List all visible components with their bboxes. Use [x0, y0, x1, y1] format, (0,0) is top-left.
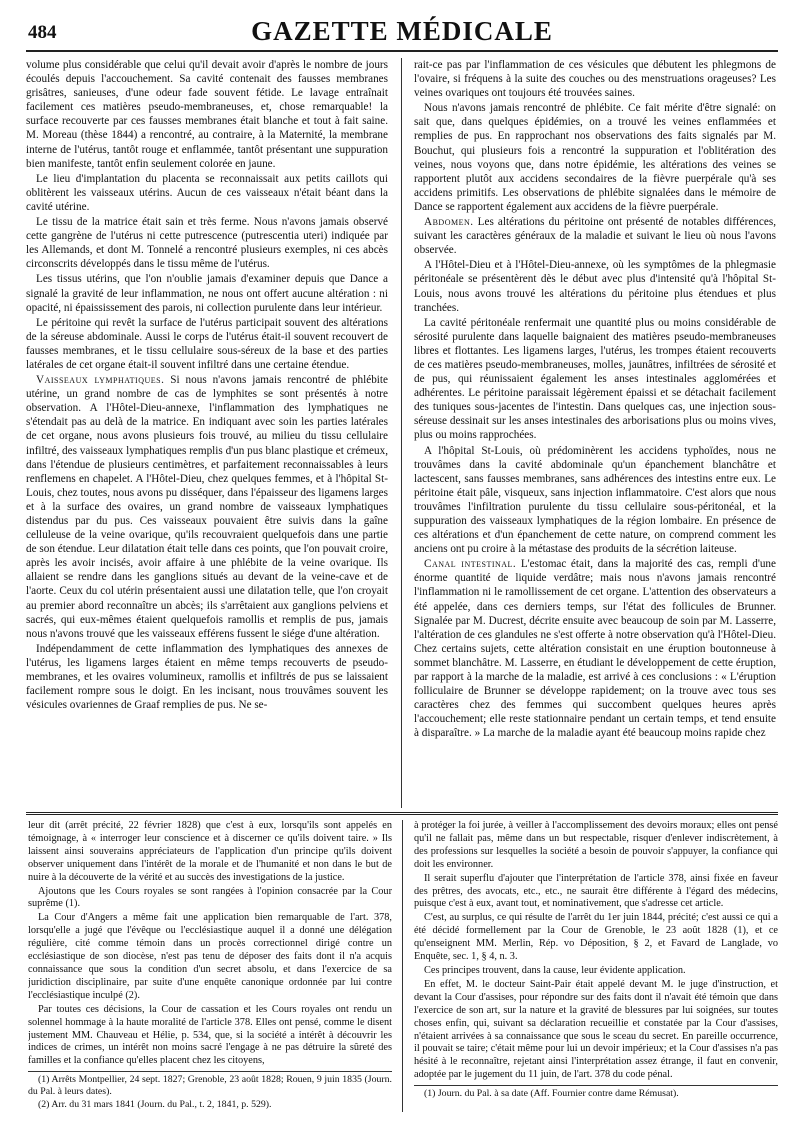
section-heading: Abdomen. [424, 216, 474, 229]
paragraph: Ajoutons que les Cours royales se sont rangées à l'opinion consacrée par la Cour suprême (1). [28, 885, 392, 910]
footnote: (2) Arr. du 31 mars 1841 (Journ. du Pal., t. 2, 1841, p. 529). [38, 1099, 272, 1111]
paragraph-text: Les altérations du péritoine ont présenté de notables différences, suivant les caractères généraux de la maladie et suivant le lieu où nous l'avons observée. [414, 216, 776, 257]
footnote: (1) Arrêts Montpellier, 24 sept. 1827; Grenoble, 23 août 1828; Rouen, 9 juin 1835 (Journ. du Pal. à leurs dates). [28, 1074, 392, 1098]
main-columns [26, 58, 778, 806]
right-column [414, 58, 776, 806]
paragraph: rait-ce pas par l'inflammation de ces vésicules que débutent les phlegmons de l'ovaire, si fréquens à la suite des couches ou des menstruations orageuses? Les veines ovariques ont toujours été trouvées saines. [414, 59, 776, 100]
section-heading: Vaisseaux lymphatiques. [36, 374, 165, 387]
paragraph: A l'Hôtel-Dieu et à l'Hôtel-Dieu-annexe, où les symptômes de la phlegmasie péritonéale se présentèrent dès le début avec plus d'intensité qu'à l'hôpital St-Louis, nous avons trouvé les altérations du péritoine plus étendues et plus tranchées. [414, 259, 776, 314]
paragraph: Par toutes ces décisions, la Cour de cassation et les Cours royales ont rendu un solennel hommage à la haute moralité de l'article 378. Elles ont pensé, comme le disent justement MM. Chauveau et Hélie, p. 534, que, si la société a intérêt à découvrir les indices de crimes, un intérêt non moins sacré l'engage à ne pas détruire la sûreté des familles et la confiance qu'elles placent chez les citoyens, [28, 1003, 392, 1067]
paragraph: La Cour d'Angers a même fait une application bien remarquable de l'art. 378, lorsqu'elle a jugé que l'évêque ou l'ecclésiastique auquel il a donné une délégation régulière, cité comme témoin dans un procès correctionnel dirigé contre un ecclésiastique de son diocèse, n'est pas tenu de déposer des faits dont il n'a acquis connaissance que sous la condition d'un secret absolu, et dans l'exercice de sa juridiction disciplinaire, par suite d'une enquête canonique ordonnée par lui contre l'ecclésiastique inculpé (2). [28, 912, 392, 1001]
column-divider [402, 820, 403, 1112]
page-title: GAZETTE MÉDICALE [251, 16, 553, 46]
paragraph: Le lieu d'implantation du placenta se reconnaissait aux petits caillots qui oblitèrent les vaisseaux utérins. Aucun de ces vaisseaux n'était béant dans la cavité utérine. [26, 172, 388, 213]
paragraph-text: Si nous n'avons jamais rencontré de phlébite utérine, un grand nombre de cas de lymphites se sont présentés à notre observation. A l'Hôtel-Dieu-annexe, l'inflammation des lymphatiques ne s'étendait pas au delà de la matrice. En indiquant avec soin les parties latérales de cet organe, nous avons plusieurs fois trouvé, au milieu du tissu cellulaire infiltré, des vaisseaux lymphatiques remplis d'un pus blanc plastique et crémeux, dans l'étendue de plusieurs centimètres, et parfaitement reconnaissables à leurs renflemens en chapelet. A l'Hôtel-Dieu, chez quelques femmes, et à l'hôpital St-Louis, chez toutes, nous avons pu disséquer, dans l'épaisseur des ligamens larges et à la surface des ovaires, un grand nombre de vaisseaux lymphatiques distendus par du pus. Ces vaisseaux pouvaient être suivis dans la gaîne celluleuse de la veine ovarique, qu'ils recouvraient quelquefois dans une partie de son étendue. Leur dilatation était telle dans ces points, que l'on pouvait croire, après les avoir incisés, avoir affaire à une phlébite de la veine ovarique. Ils allaient se rendre dans les ganglions situés au devant de la veine-cave et de l'aorte. Ceux du col utérin présentaient aussi une dilatation telle, que l'on croyait au premier abord reconnaître un abcès; ils s'arrêtaient aux ganglions pelviens et sacrés, qui eux-mêmes étaient quelquefois ramollis et remplis de pus, jamais nous n'avons trouvé que les vaisseaux efférens fussent le siége d'une altération. [26, 374, 388, 640]
paragraph: En effet, M. le docteur Saint-Pair était appelé devant M. le juge d'instruction, et devant la Cour d'assises, pour répondre sur des faits dont il n'avait été témoin que dans l'exercice de son art, sur la nature et la gravité de blessures par lui soignées, sur toutes choses enfin, qui, suivant sa déclaration recueillie et constatée par la Cour d'assises, n'étaient arrivées à sa connaissance que sous le sceau du secret. En pareille occurrence, il pouvait se taire; c'était même pour lui un devoir impérieux; et la Cour d'assises n'a pas hésité à le reconnaître, rejetant ainsi l'interprétation assez étrange, il faut en convenir, adoptée par le jugement du 11 juin, de l'art. 378 du code pénal. [414, 978, 778, 1081]
feuilleton-columns [26, 820, 778, 1112]
paragraph: Indépendamment de cette inflammation des lymphatiques des annexes de l'utérus, les ligamens larges étaient en même temps recouverts de pseudo-membranes, et les ovaires volumineux, ramollis et infiltrés de pus se laissaient facilement rompre sous le doigt. En les incisant, nous trouvâmes souvent les vésicules ovariennes de Graaf remplies de pus. Ne se- [26, 642, 388, 712]
paragraph: A l'hôpital St-Louis, où prédominèrent les accidens typhoïdes, nous ne trouvâmes dans la cavité abdominale qu'un épanchement blanchâtre et lactescent, sans fausses membranes, sans adhérences des intestins entre eux. Le péritoine était pâle, visqueux, sans injection inflammatoire. C'est alors que nous trouvâmes l'infiltration purulente du tissu cellulaire sous-péritonéal, et la suppuration des vaisseaux lymphatiques de la région lombaire. En présence de ces altérations et d'un épanchement de cette nature, on comprend comment les anciens ont pu croire à la métastase des produits de la sécrétion laiteuse. [414, 444, 776, 556]
column-divider [401, 58, 402, 808]
footnote: (1) Journ. du Pal. à sa date (Aff. Fournier contre dame Rémusat). [424, 1088, 679, 1100]
feuilleton-right-column [414, 820, 778, 1112]
paragraph-text: L'estomac était, dans la majorité des cas, rempli d'une énorme quantité de liquide verdâtre; mais nous n'avons jamais rencontré l'inflammation ni le ramollissement de cet organe. L'attention des observateurs a été appelée, dans ces derniers temps, sur l'état des follicules de Brunner. Signalée par M. Ducrest, décrite ensuite avec beaucoup de soin par M. Lasserre, l'altération de ces glandules ne s'est offerte à notre observation qu'à l'Hôtel-Dieu. Chez certains sujets, cette altération consistait en une éruption boutonneuse à sommet blanchâtre. M. Lasserre, en étudiant le développement de cette éruption, par rapport à la marche de la maladie, est arrivé à ces conclusions : « L'éruption folliculaire de Brunner se développe rapidement; on la trouve avec tous ses caractères chez des femmes qui succombent quelques heures après l'accouchement; elle reste stationnaire pendant un certain temps, et tend ensuite à disparaître. » La marche de la maladie ayant été beaucoup moins rapide chez [414, 558, 776, 740]
paragraph: volume plus considérable que celui qu'il devait avoir d'après le nombre de jours écoulés depuis l'accouchement. Sa cavité contenait des fausses membranes grisâtres, sanieuses, d'une odeur fade souvent fétide. Le lavage entraînait facilement ces matières pseudo-membraneuses, et, chose remarquable! la surface recouverte par ces fausses membranes était blanche et tout à fait saine. M. Moreau (thèse 1844) a rencontré, au contraire, à la Maternité, la membrane interne de l'utérus, tantôt rouge et enflammée, tantôt présentant une suppuration bien manifeste, tantôt enfin seulement colorée en jaune. [26, 59, 388, 170]
paragraph: leur dit (arrêt précité, 22 février 1828) que c'est à eux, lorsqu'ils sont appelés en témoignage, à « interroger leur conscience et à discerner ce qu'ils doivent taire. » Ils laissent ainsi souverains appréciateurs de l'application d'un principe qu'ils doivent observer uniquement dans l'intérêt de la morale et de l'humanité et non dans le but de nuire à la découverte de la vérité et au succès des investigations de la justice. [28, 820, 392, 883]
paragraph: Le péritoine qui revêt la surface de l'utérus participait souvent des altérations de la séreuse abdominale. Aussi le corps de l'utérus était-il souvent recouvert de fausses membranes, et le tissu cellulaire sous-séreux de la base et des parties latérales de cet organe était-il souvent infiltré dans une certaine étendue. [26, 316, 388, 371]
paragraph: Ces principes trouvent, dans la cause, leur évidente application. [424, 964, 686, 976]
paragraph: Le tissu de la matrice était sain et très ferme. Nous n'avons jamais observé cette gangrène de l'utérus ni cette putrescence (putrescentia uteri) indiquée par les Allemands, et dont M. Tonnelé a rencontré plusieurs exemples, ni ces abcès circonscrits développés dans le tissu même de l'utérus. [26, 216, 388, 271]
page-number: 484 [28, 22, 57, 43]
paragraph: C'est, au surplus, ce qui résulte de l'arrêt du 1er juin 1844, précité; c'est aussi ce qui a été décidé formellement par la Cour de Grenoble, le 23 août 1828 (1), et ce qu'enseignent MM. Merlin, Rép. vo Déposition, § 2, et Favard de Langlade, vo Enquête, sec. 1, § 4, n. 3. [414, 912, 778, 963]
footnote-rule [28, 1071, 392, 1072]
section-rule [26, 812, 778, 815]
footnote-rule [414, 1085, 778, 1086]
newspaper-page [26, 14, 778, 1112]
paragraph: Nous n'avons jamais rencontré de phlébite. Ce fait mérite d'être signalé: on sait que, dans quelques épidémies, on a trouvé les veines enflammées et remplies de pus. En rapprochant nos observations des faits signalés par M. Bouchut, qui plusieurs fois a rencontré la suppuration et l'oblitération des veines, nous voyons que, dans notre épidémie, les altérations des veines se rapportent plutôt aux accidens secondaires de la fièvre puerpérale qu'à ses accidens primitifs. Les observations de phlébite signalées dans le mémoire de Dance se rapportent également aux accidens de la fièvre puerpérale. [414, 102, 776, 213]
section-heading: Canal intestinal. [424, 558, 517, 571]
paragraph: Les tissus utérins, que l'on n'oublie jamais d'examiner depuis que Dance a signalé la gravité de leur inflammation, ne nous ont offert aucune altération : ni opacité, ni épaississement des parois, ni collection purulente dans leur intérieur. [26, 273, 388, 314]
page-header [26, 14, 778, 52]
paragraph [26, 373, 388, 641]
paragraph: à protéger la foi jurée, à veiller à l'accomplissement des devoirs moraux; elles ont pensé qu'il ne fallait pas, même dans un but respectable, risquer d'enlever indiscrètement, à des professions sur lesquelles la société a besoin de pouvoir s'appuyer, la confiance qui doit les environner. [414, 820, 778, 870]
paragraph: Il serait superflu d'ajouter que l'interprétation de l'article 378, ainsi fixée en faveur des prêtres, des avocats, etc., etc., ne saurait être différente à l'égard des médecins, puisque c'est à eux, avant tout, et nominativement, que s'adresse cet article. [414, 872, 778, 910]
paragraph [414, 215, 776, 257]
feuilleton-left-column [28, 820, 392, 1112]
paragraph: La cavité péritonéale renfermait une quantité plus ou moins considérable de sérosité purulente dans laquelle baignaient des matières pseudo-membraneuses libres et flottantes. Les ligamens larges, l'utérus, les trompes étaient recouverts de ces matières pseudo-membraneuses, molles, jaunâtres, infiltrées de sérosité et de pus, qui réunissaient également les anses intestinales agglomérées et adhérentes. Le péritoine paraissait légèrement épaissi et se détachait facilement des tuniques sous-jacentes de l'intestin. Dans quelques cas, une injection sous-séreuse dessinait sur les anses intestinales des arborisations plus ou moins vives, plus ou moins rapprochées. [414, 316, 776, 442]
left-column [26, 58, 388, 806]
paragraph [414, 557, 776, 740]
